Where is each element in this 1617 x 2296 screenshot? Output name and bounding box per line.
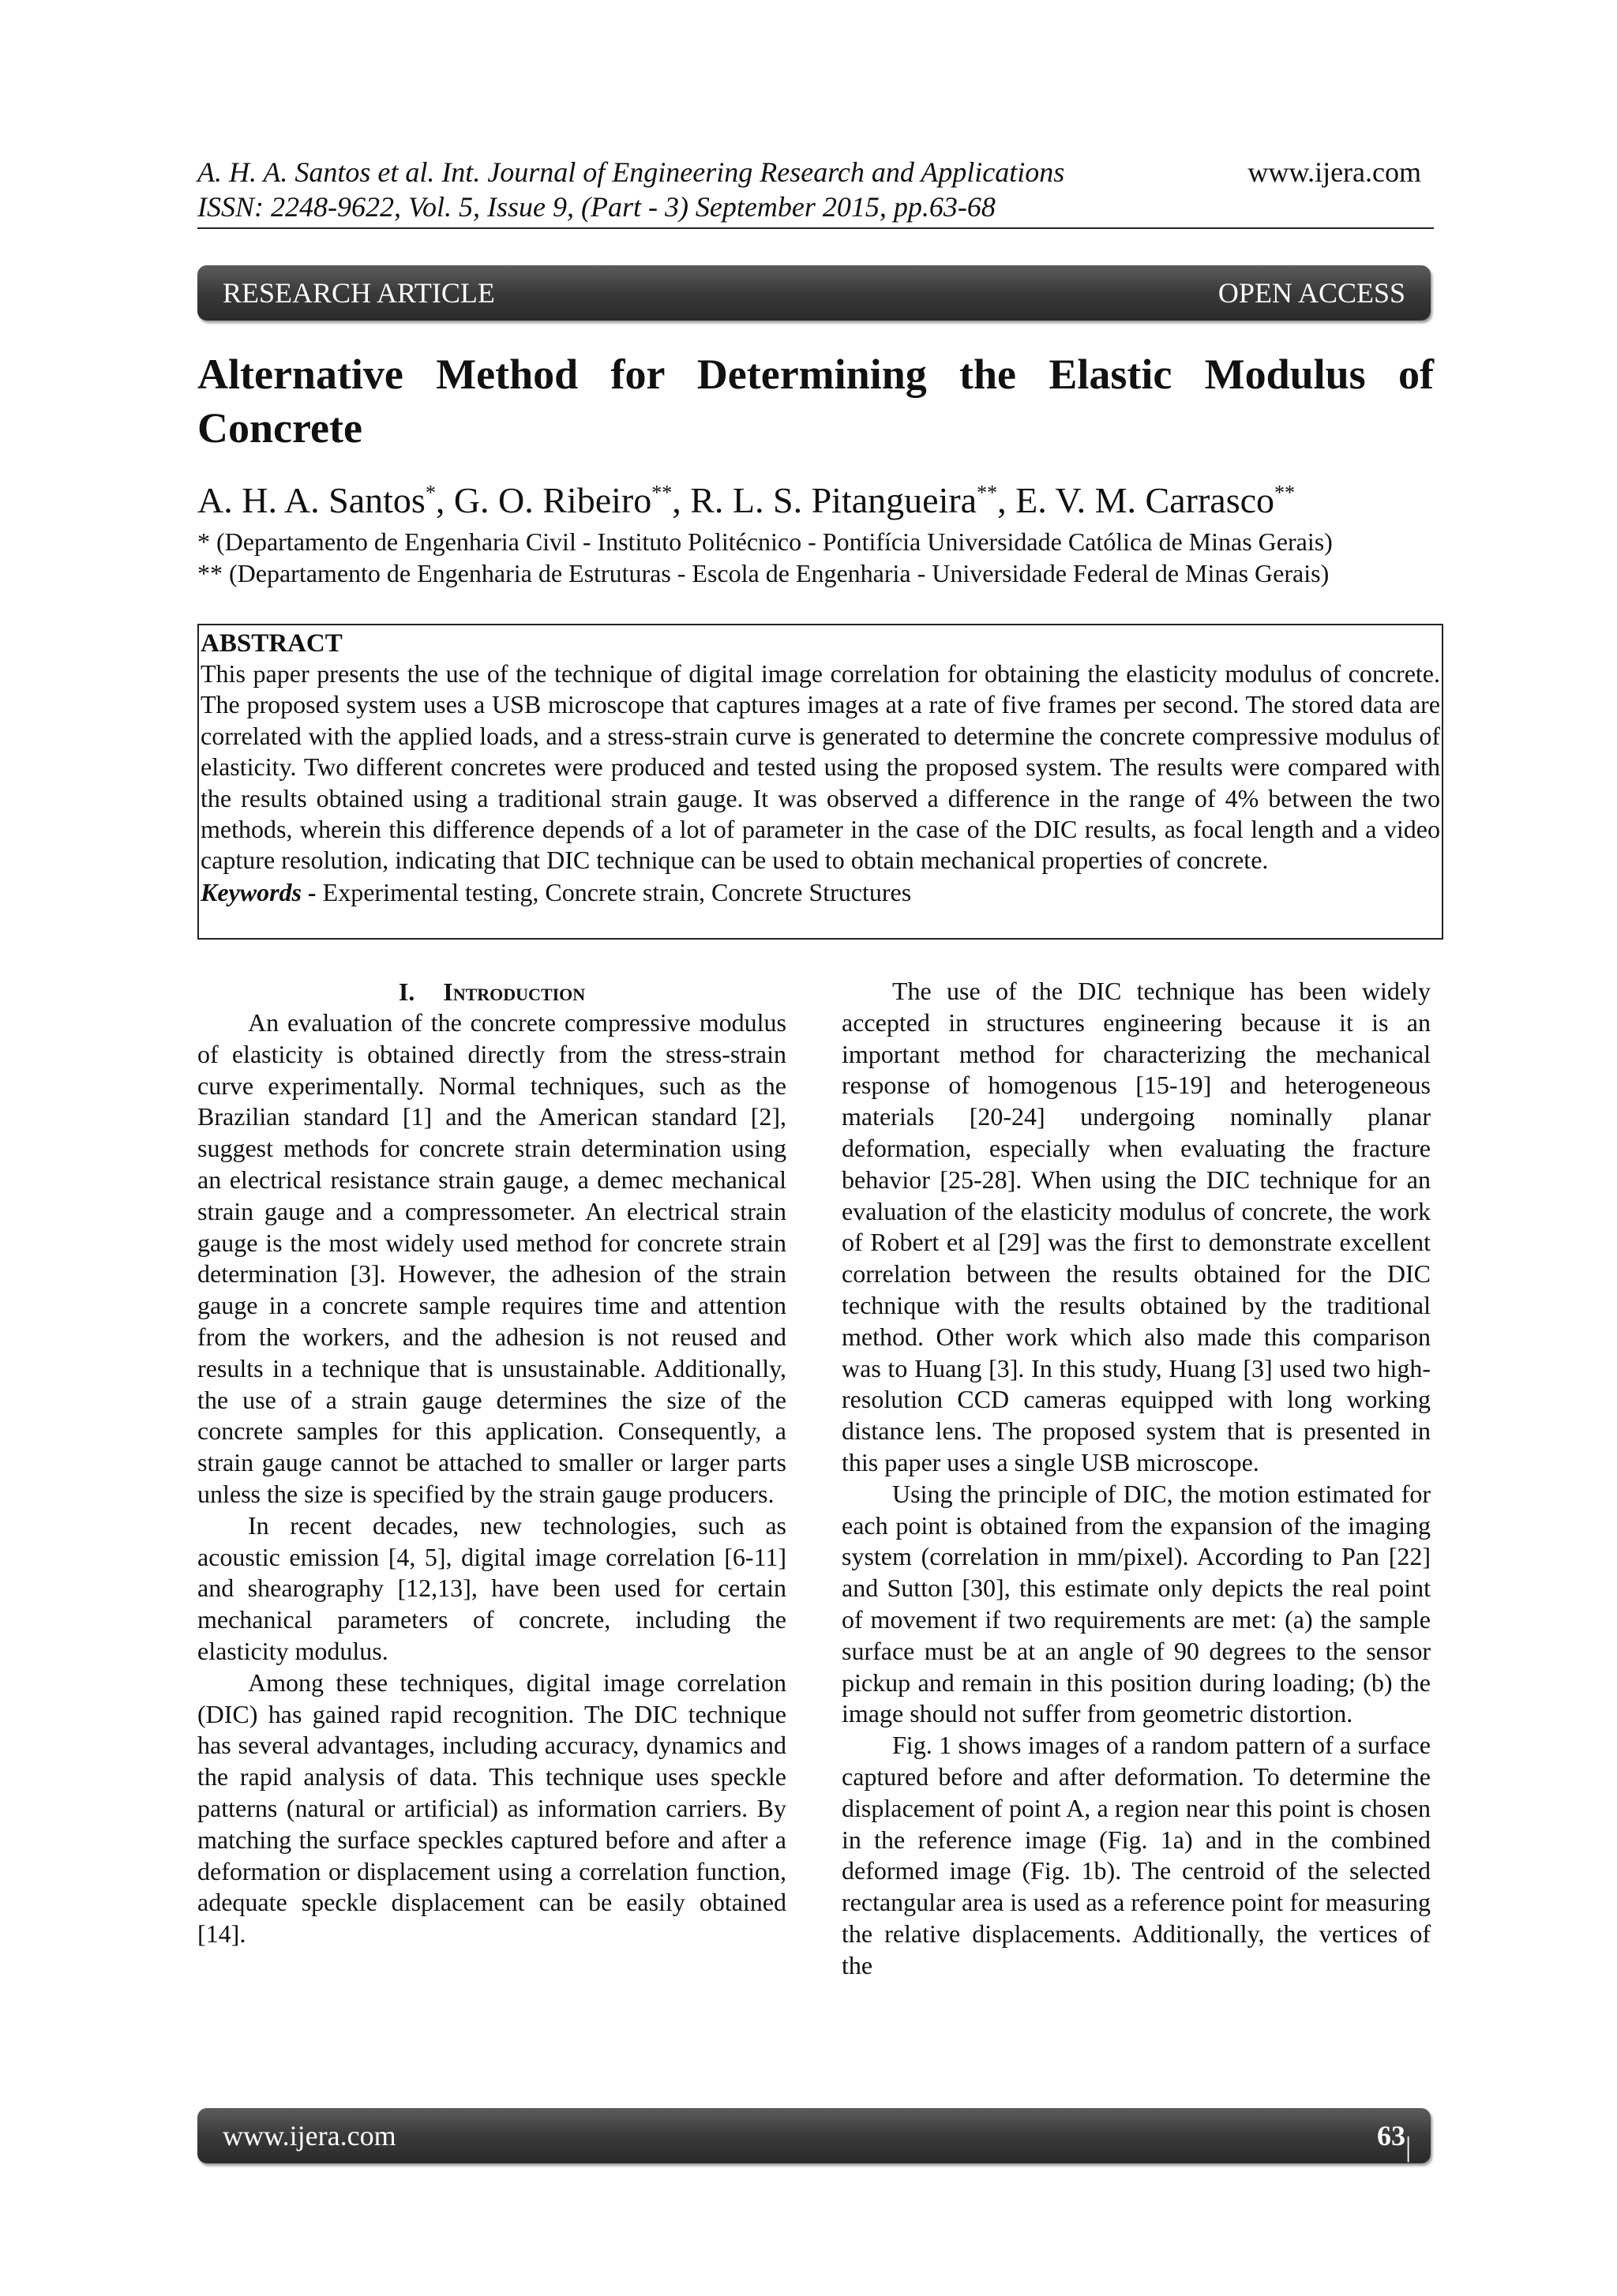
section-number: I. [398, 977, 415, 1006]
author-1: A. H. A. Santos [197, 480, 426, 520]
journal-website: www.ijera.com [1247, 156, 1421, 188]
paragraph: The use of the DIC technique has been widely accepted in structures engineering because it is an important method for characterizing the mechanical response of homogenous [15-19] and heterogeneous materials [20-24] undergoing nominally planar deformation, especially when evaluating the fracture behavior [25-28]. When using the DIC technique for an evaluation of the elasticity modulus of concrete, the work of Robert et al [29] was the first to demonstrate excellent correlation between the results obtained for the DIC technique with the results obtained by the traditional method. Other work which also made this comparison was to Huang [3]. In this study, Huang [3] used two high-resolution CCD cameras equipped with long working distance lens. The proposed system that is presented in this paper uses a single USB microscope. [842, 977, 1431, 1476]
page-label: | P a g e [1405, 2131, 1420, 2295]
abstract-text: This paper presents the use of the technique of digital image correlation for obtaining the elasticity modulus of concrete. The proposed system uses a USB microscope that captures images at a rate of five frames per second. The stored data are correlated with the applied loads, and a stress-strain curve is generated to determine the concrete compressive modulus of elasticity. Two different concretes were produced and tested using the proposed system. The results were compared with the results obtained using a traditional strain gauge. It was observed a difference in the range of 4% between the two methods, wherein this difference depends of a lot of parameter in the case of the DIC results, as focal length and a video capture resolution, indicating that DIC technique can be used to obtain mechanical properties of concrete. [201, 659, 1440, 875]
article-type-bar [197, 265, 1431, 321]
journal-line-1: A. H. A. Santos et al. Int. Journal of Engineering Research and Applications [197, 156, 1065, 188]
keywords-label: Keywords - [201, 877, 317, 906]
affiliation-2: ** (Departamento de Engenharia de Estruturas - Escola de Engenharia - Universidade Federal de Minas Gerais) [197, 559, 1330, 587]
affiliation-1: * (Departamento de Engenharia Civil - Instituto Politécnico - Pontifícia Universidade Católica de Minas Gerais) [197, 527, 1333, 556]
keywords [201, 876, 1440, 908]
author-4-mark: ** [1274, 481, 1296, 505]
paragraph: Fig. 1 shows images of a random pattern of a surface captured before and after deformation. To determine the displacement of point A, a region near this point is chosen in the reference image (Fig. 1a) and in the combined deformed image (Fig. 1b). The centroid of the selected rectangular area is used as a reference point for measuring the relative displacements. Additionally, the vertices of the [842, 1731, 1431, 1979]
paragraph: An evaluation of the concrete compressive modulus of elasticity is obtained directly from the stress-strain curve experimentally. Normal techniques, such as the Brazilian standard [1] and the American standard [2], suggest methods for concrete strain determination using an electrical resistance strain gauge, a demec mechanical strain gauge and a compressometer. An electrical strain gauge is the most widely used method for concrete strain determination [3]. However, the adhesion of the strain gauge in a concrete sample requires time and attention from the workers, and the adhesion is not reused and results in a technique that is unsustainable. Additionally, the use of a strain gauge determines the size of the concrete samples for this application. Consequently, a strain gauge cannot be attached to smaller or larger parts unless the size is specified by the strain gauge producers. [197, 1008, 786, 1508]
left-column [197, 976, 786, 1950]
journal-line-2: ISSN: 2248-9622, Vol. 5, Issue 9, (Part - 3) September 2015, pp.63-68 [197, 191, 996, 223]
section-title: Introduction [443, 977, 586, 1006]
section-heading [197, 976, 786, 1007]
author-2-mark: ** [651, 481, 673, 505]
journal-citation [197, 155, 1064, 224]
right-column [842, 976, 1431, 1982]
access-label: OPEN ACCESS [1217, 277, 1405, 309]
page-number [1377, 2119, 1420, 2295]
article-type-label: RESEARCH ARTICLE [223, 277, 495, 309]
paragraph: Among these techniques, digital image correlation (DIC) has gained rapid recognition. The DIC technique has several advantages, including accuracy, dynamics and the rapid analysis of data. This technique uses speckle patterns (natural or artificial) as information carriers. By matching the surface speckles captured before and after a deformation or displacement using a correlation function, adequate speckle displacement can be easily obtained [14]. [197, 1668, 786, 1949]
author-2: , G. O. Ribeiro [435, 480, 652, 520]
paper-title: Alternative Method for Determining the Elastic Modulus of Concrete [197, 351, 1434, 452]
footer-bar [197, 2108, 1431, 2295]
author-4: , E. V. M. Carrasco [997, 480, 1275, 520]
footer-website: www.ijera.com [223, 2120, 396, 2152]
author-3: , R. L. S. Pitangueira [672, 480, 977, 520]
paragraph: Using the principle of DIC, the motion estimated for each point is obtained from the expansion of the imaging system (correlation in mm/pixel). According to Pan [22] and Sutton [30], this estimate only depicts the real point of movement if two requirements are met: (a) the sample surface must be at an angle of 90 degrees to the sensor pickup and remain in this position during loading; (b) the image should not suffer from geometric distortion. [842, 1479, 1431, 1728]
page-number-value: 63 [1377, 2120, 1405, 2152]
paragraph: In recent decades, new technologies, such as acoustic emission [4, 5], digital image correlation [6-11] and shearography [12,13], have been used for certain mechanical parameters of concrete, including the elasticity modulus. [197, 1510, 786, 1665]
abstract-box [197, 624, 1443, 940]
author-1-mark: * [425, 481, 436, 505]
author-list [197, 478, 1295, 523]
keywords-list: Experimental testing, Concrete strain, Concrete Structures [316, 877, 912, 906]
abstract-heading: ABSTRACT [201, 629, 343, 658]
author-3-mark: ** [977, 481, 998, 505]
header-rule [197, 227, 1434, 229]
